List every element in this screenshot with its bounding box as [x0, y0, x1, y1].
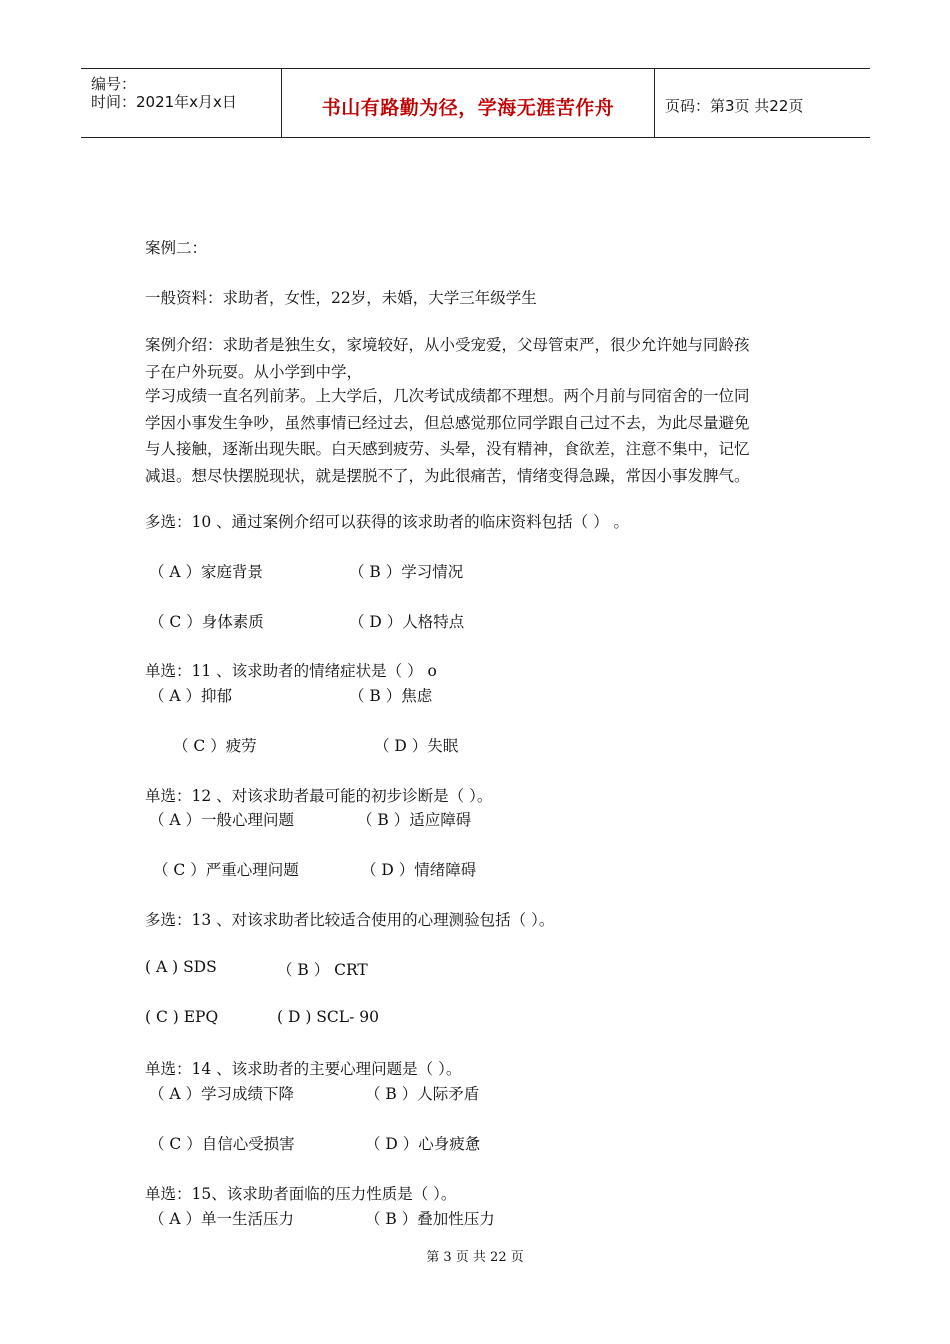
option-a: ( A ) SDS	[145, 958, 217, 976]
option-b: （ B ）人际矛盾	[365, 1085, 480, 1103]
header-page-info: 页码：第3页 共22页	[665, 97, 804, 115]
question-stem: 单选：15、该求助者面临的压力性质是（ ）。	[145, 1185, 457, 1203]
option-b: （ B ）适应障碍	[357, 811, 472, 829]
option-a: （ A ）单一生活压力	[149, 1210, 295, 1228]
option-d: （ D ）人格特点	[349, 613, 465, 631]
option-c: （ C ）疲劳	[173, 737, 257, 755]
option-a: （ A ）抑郁	[149, 687, 233, 705]
question-stem: 多选：10 、通过案例介绍可以获得的该求助者的临床资料包括（ ） 。	[145, 513, 630, 531]
case-intro-line: 减退。想尽快摆脱现状，就是摆脱不了，为此很痛苦，情绪变得急躁，常因小事发脾气。	[145, 466, 750, 485]
option-b: （ B ）叠加性压力	[365, 1210, 495, 1228]
option-d: （ D ）心身疲惫	[365, 1135, 481, 1153]
page-footer: 第 3 页 共 22 页	[426, 1250, 524, 1265]
case-intro-paragraph	[145, 383, 811, 489]
option-d: （ D ）失眠	[374, 737, 459, 755]
option-b: （ B ）焦虑	[349, 687, 433, 705]
doc-number-label: 编号：	[91, 75, 137, 93]
question-stem: 单选：11 、该求助者的情绪症状是（ ） o	[145, 662, 437, 680]
case-general-info: 一般资料：求助者，女性，22岁，未婚，大学三年级学生	[145, 289, 537, 307]
case-intro-line: 子在户外玩耍。从小学到中学，	[145, 362, 363, 381]
header-page-cell	[655, 69, 870, 137]
option-a: （ A ）学习成绩下降	[149, 1085, 295, 1103]
option-b: （ B ） CRT	[277, 961, 368, 979]
question-stem: 单选：14 、该求助者的主要心理问题是（ ）。	[145, 1060, 462, 1078]
header-meta-cell	[81, 69, 282, 137]
option-a: （ A ）家庭背景	[149, 563, 264, 581]
option-b: （ B ）学习情况	[349, 563, 464, 581]
option-a: （ A ）一般心理问题	[149, 811, 295, 829]
case-intro-line: 与人接触，逐渐出现失眠。白天感到疲劳、头晕，没有精神，食欲差，注意不集中，记忆	[145, 440, 750, 458]
case-title: 案例二：	[145, 239, 208, 257]
question-stem: 多选：13 、对该求助者比较适合使用的心理测验包括（ ）。	[145, 911, 555, 929]
option-d: ( D ) SCL- 90	[277, 1008, 379, 1026]
question-stem: 单选：12 、对该求助者最可能的初步诊断是（ ）。	[145, 787, 493, 805]
case-intro-line: 学习成绩一直名列前茅。上大学后，几次考试成绩都不理想。两个月前与同宿舍的一位同	[145, 387, 750, 405]
option-c: （ C ）身体素质	[149, 613, 264, 631]
header-motto: 书山有路勤为径，学海无涯苦作舟	[321, 97, 615, 119]
option-c: （ C ）自信心受损害	[149, 1135, 295, 1153]
page-header	[81, 68, 870, 138]
case-intro-paragraph	[145, 332, 811, 385]
case-intro-line: 学因小事发生争吵，虽然事情已经过去，但总感觉那位同学跟自己过不去，为此尽量避免	[145, 413, 750, 432]
option-c: （ C ）严重心理问题	[153, 861, 299, 879]
header-motto-cell	[282, 69, 655, 137]
option-d: （ D ）情绪障碍	[361, 861, 477, 879]
doc-date: 时间：2021年x月x日	[91, 93, 237, 111]
option-c: ( C ) EPQ	[145, 1008, 219, 1026]
case-intro-line: 案例介绍：求助者是独生女，家境较好，从小受宠爱，父母管束严，很少允许她与同龄孩	[145, 336, 750, 354]
